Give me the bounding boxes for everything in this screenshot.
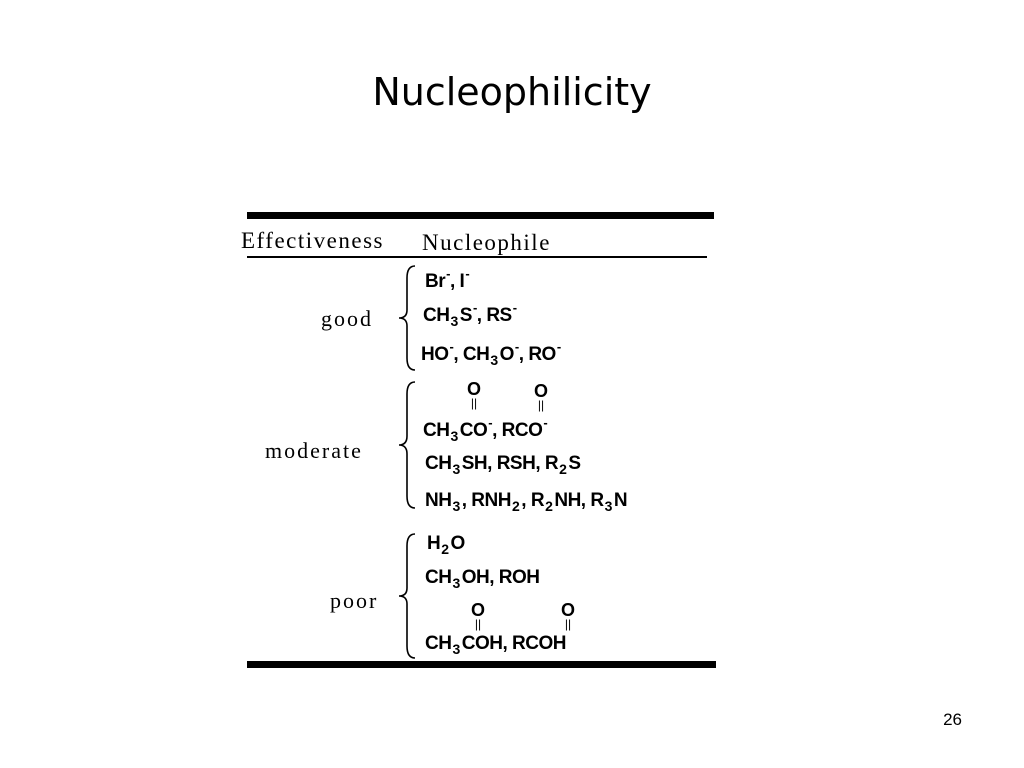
brace-poor-icon <box>395 530 419 662</box>
carbonyl-oxygen-icon: O || <box>560 600 575 631</box>
slide-title: Nucleophilicity <box>372 70 652 114</box>
charge-superscript: - <box>472 300 477 315</box>
formula-text: , I <box>449 271 465 292</box>
carbonyl-oxygen-icon: O || <box>533 381 548 412</box>
charge-superscript: - <box>488 415 493 430</box>
formula-text: , RNH <box>461 490 511 511</box>
formula-text: HO <box>421 344 449 365</box>
subscript: 3 <box>452 498 460 514</box>
charge-superscript: - <box>449 339 454 354</box>
nucleophile-line <box>425 453 581 477</box>
charge-superscript: - <box>543 415 548 430</box>
header-effectiveness: Effectiveness <box>241 228 384 253</box>
header-underline <box>247 256 707 258</box>
subscript: 3 <box>450 428 458 444</box>
charge-superscript: - <box>512 300 517 315</box>
header-nucleophile: Nucleophile <box>422 230 551 255</box>
subscript: 2 <box>441 541 449 557</box>
formula-text: CO <box>459 420 488 441</box>
level-moderate: moderate <box>265 438 363 463</box>
formula-text: O <box>499 344 514 365</box>
subscript: 3 <box>452 461 460 477</box>
brace-moderate-icon <box>395 378 419 512</box>
charge-superscript: - <box>465 266 470 281</box>
formula-text: S <box>568 453 581 474</box>
formula-text: Br <box>425 271 446 292</box>
nucleophile-line <box>425 567 540 591</box>
nucleophile-line <box>421 339 561 368</box>
nucleophile-line <box>427 533 465 557</box>
formula-text: NH <box>425 490 452 511</box>
subscript: 3 <box>452 641 460 657</box>
nucleophile-line <box>425 490 627 514</box>
page-number: 26 <box>943 710 962 729</box>
subscript: 2 <box>545 498 553 514</box>
formula-text: S <box>459 305 472 326</box>
subscript: 3 <box>604 498 612 514</box>
formula-text: CH <box>425 567 452 588</box>
charge-superscript: - <box>556 339 561 354</box>
charge-superscript: - <box>514 339 519 354</box>
formula-text: CH <box>423 305 450 326</box>
formula-text: CH <box>425 453 452 474</box>
nucleophile-line <box>423 300 517 329</box>
nucleophile-line <box>425 266 469 293</box>
formula-text: H <box>427 533 441 554</box>
charge-superscript: - <box>446 266 450 281</box>
subscript: 3 <box>450 313 458 329</box>
table-bottom-rule <box>247 661 716 668</box>
carbonyl-oxygen-icon: O || <box>466 379 481 410</box>
formula-text: N <box>613 490 628 511</box>
subscript: 2 <box>511 498 520 514</box>
subscript: 3 <box>490 352 498 368</box>
formula-text: CH <box>425 633 452 654</box>
formula-text: , RCO <box>492 420 543 441</box>
formula-text: SH, RSH, R <box>461 453 559 474</box>
formula-text: CH <box>423 420 450 441</box>
formula-text: COH, RCOH <box>461 633 566 654</box>
formula-text: , RS <box>476 305 512 326</box>
table-top-rule <box>247 212 714 219</box>
level-poor: poor <box>330 588 379 613</box>
formula-text: NH, R <box>554 490 604 511</box>
formula-text: OH, ROH <box>461 567 540 588</box>
subscript: 2 <box>559 461 567 477</box>
formula-text: , R <box>521 490 545 511</box>
nucleophile-line <box>423 415 547 444</box>
formula-text: , CH <box>453 344 490 365</box>
formula-text: O <box>450 533 465 554</box>
carbonyl-oxygen-icon: O || <box>470 600 485 631</box>
subscript: 3 <box>452 575 460 591</box>
level-good: good <box>321 306 373 331</box>
nucleophile-line <box>425 633 566 657</box>
formula-text: , RO <box>518 344 556 365</box>
brace-good-icon <box>395 262 419 374</box>
